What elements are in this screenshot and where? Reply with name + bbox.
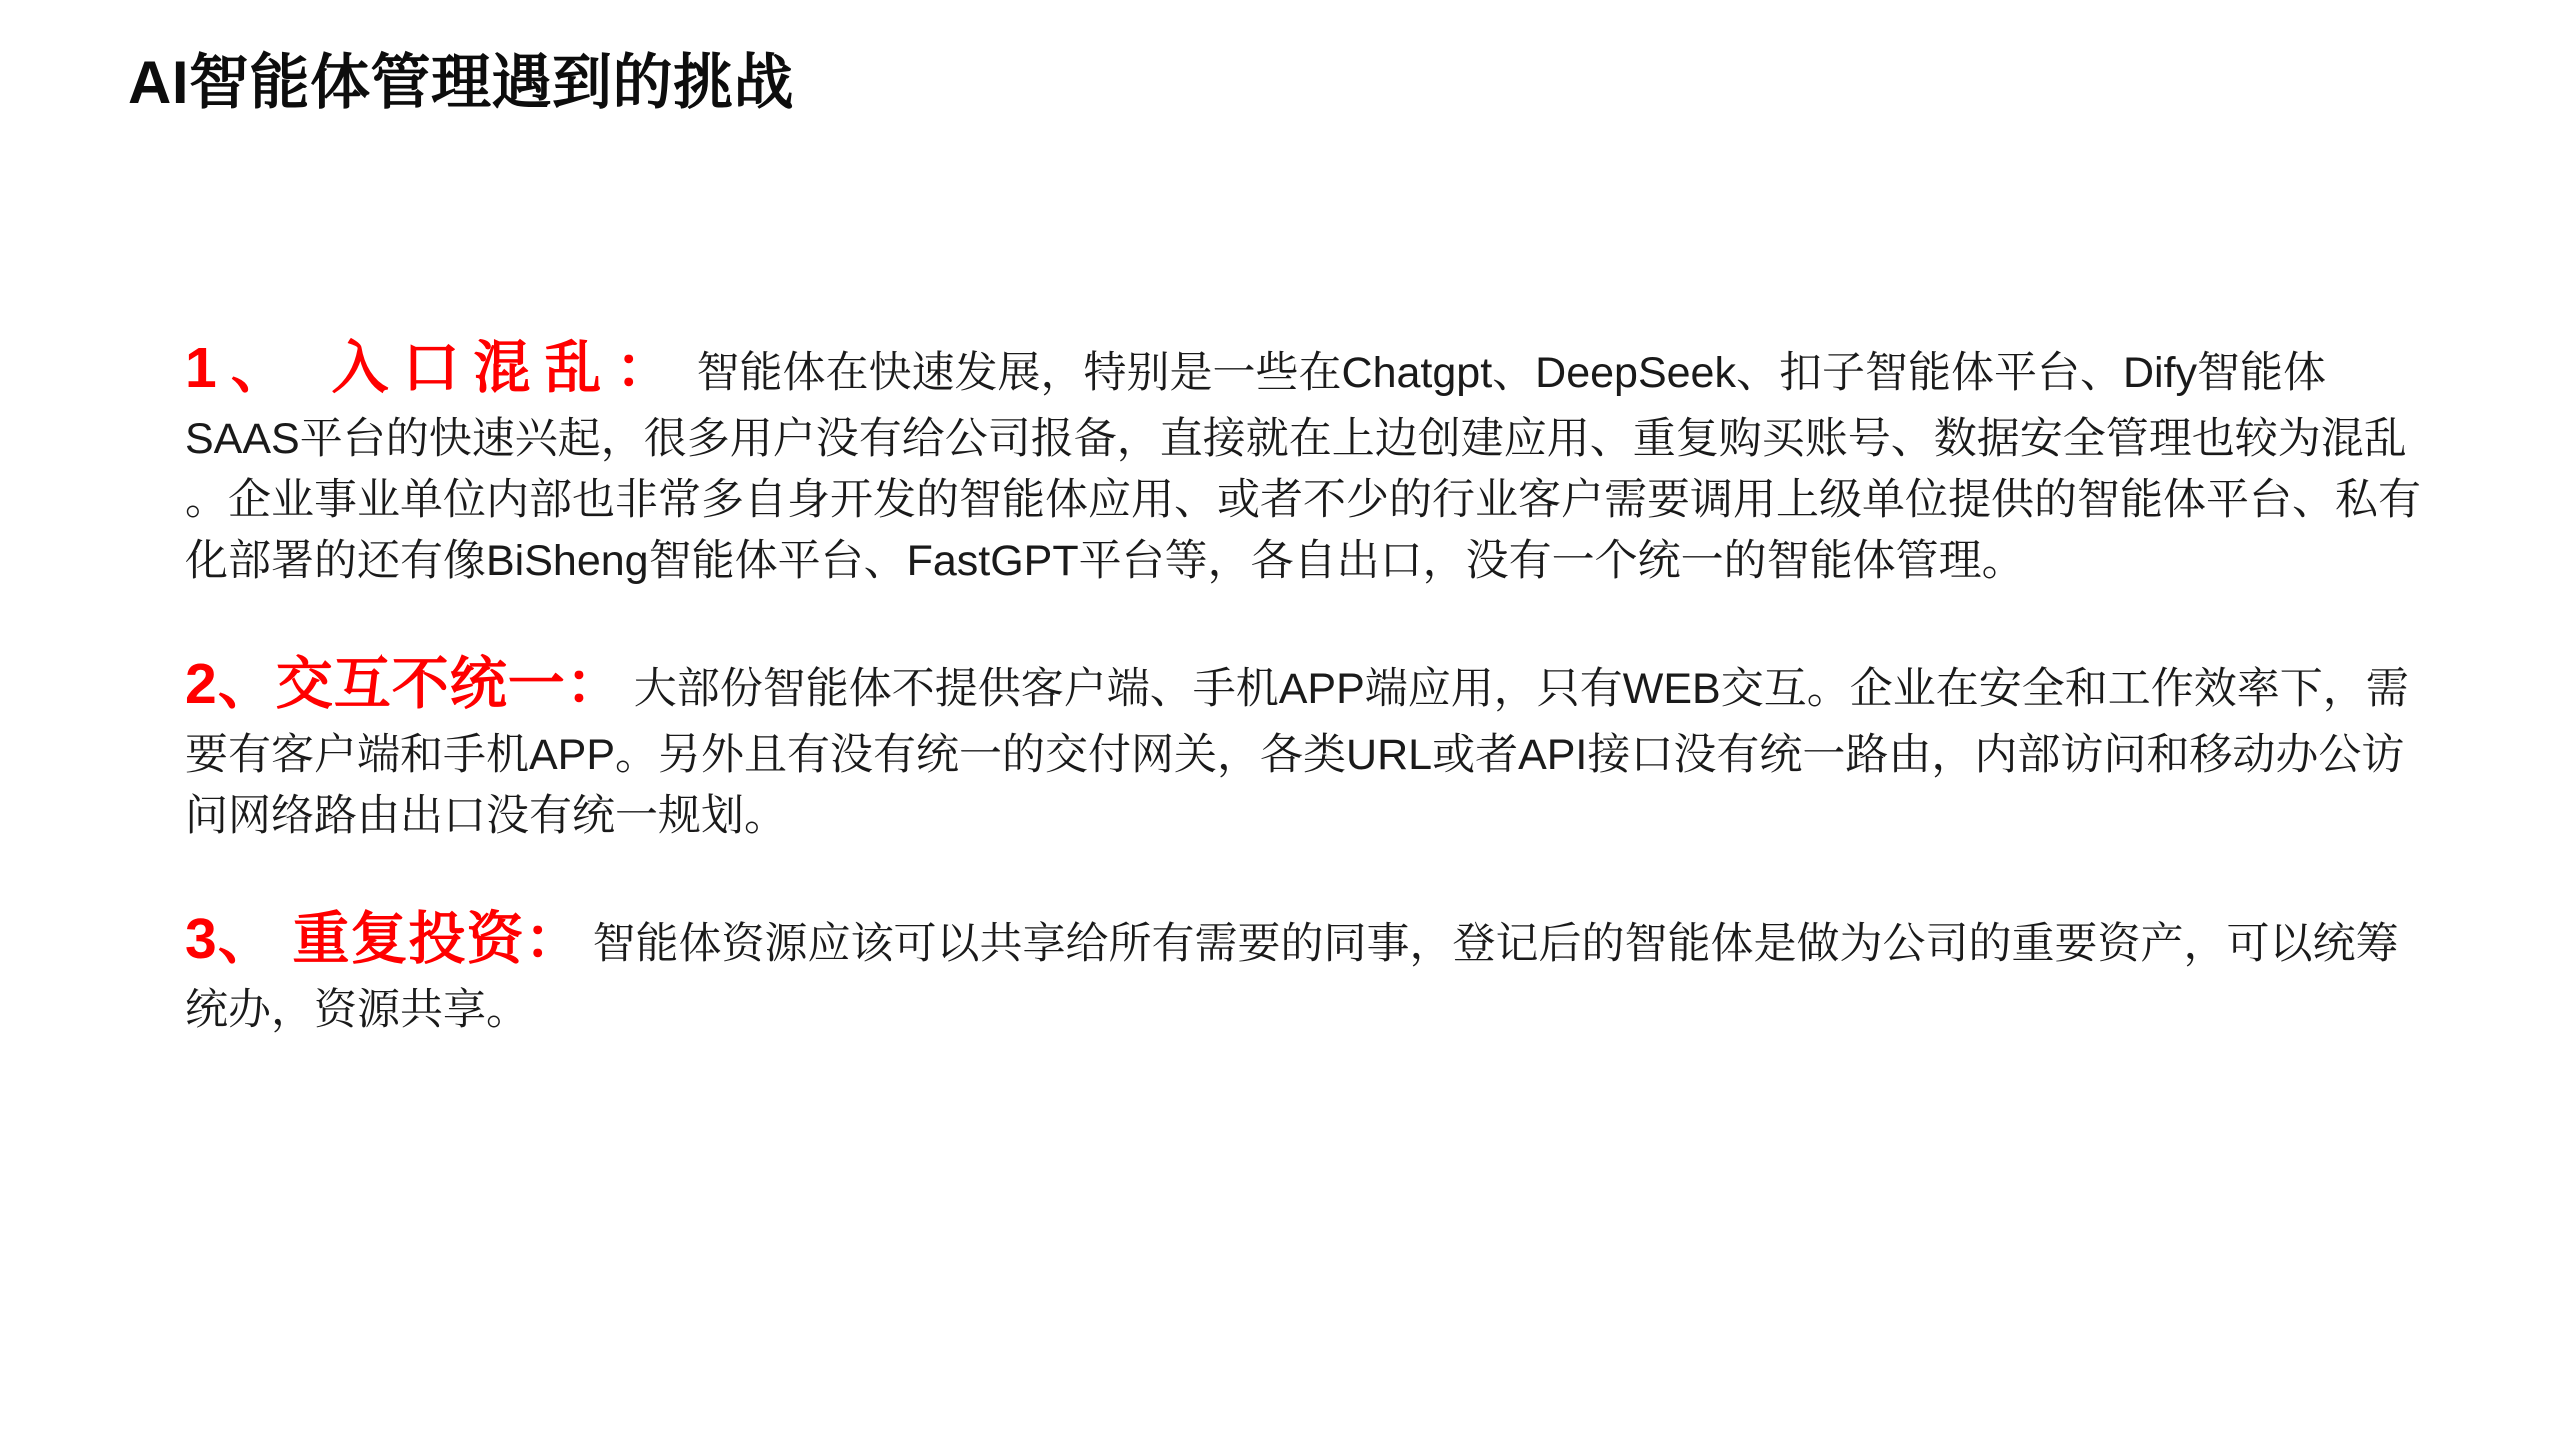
- list-item: [185, 899, 2435, 1041]
- list-item: [185, 644, 2435, 847]
- list-item: [185, 328, 2435, 592]
- challenge-1-body: 智能体在快速发展，特别是一些在Chatgpt、DeepSeek、扣子智能体平台、Dify智能体SAAS平台的快速兴起，很多用户没有给公司报备，直接就在上边创建应用、重复购买账号、数据安全管理也较为混乱 。企业事业单位内部也非常多自身开发的智能体应用、或者不少的行业客户需要调用上级单位提供的智能体平台、私有化部署的还有像BiSheng智能体平台、FastGPT平台等，各自出口，没有一个统一的智能体管理。: [185, 349, 2421, 586]
- challenge-2-lead: 2、交互不统一：: [185, 652, 624, 717]
- challenge-paragraph-3: [185, 899, 2435, 1041]
- challenge-3-body: 智能体资源应该可以共享给所有需要的同事，登记后的智能体是做为公司的重要资产，可以统筹统办，资源共享。: [185, 920, 2399, 1035]
- challenge-3-lead: 3、 重复投资：: [185, 907, 583, 972]
- challenge-paragraph-2: [185, 644, 2435, 847]
- page-title: AI智能体管理遇到的挑战: [128, 49, 794, 116]
- challenge-paragraph-1: [185, 328, 2435, 592]
- challenge-1-lead: 1、 入口混乱：: [185, 336, 687, 400]
- challenges-list: [185, 285, 2435, 1084]
- challenge-2-body: 大部份智能体不提供客户端、手机APP端应用，只有WEB交互。企业在安全和工作效率下，需要有客户端和手机APP。另外且有没有统一的交付网关，各类URL或者API接口没有统一路由，内部访问和移动办公访问网络路由出口没有统一规划。: [185, 665, 2409, 841]
